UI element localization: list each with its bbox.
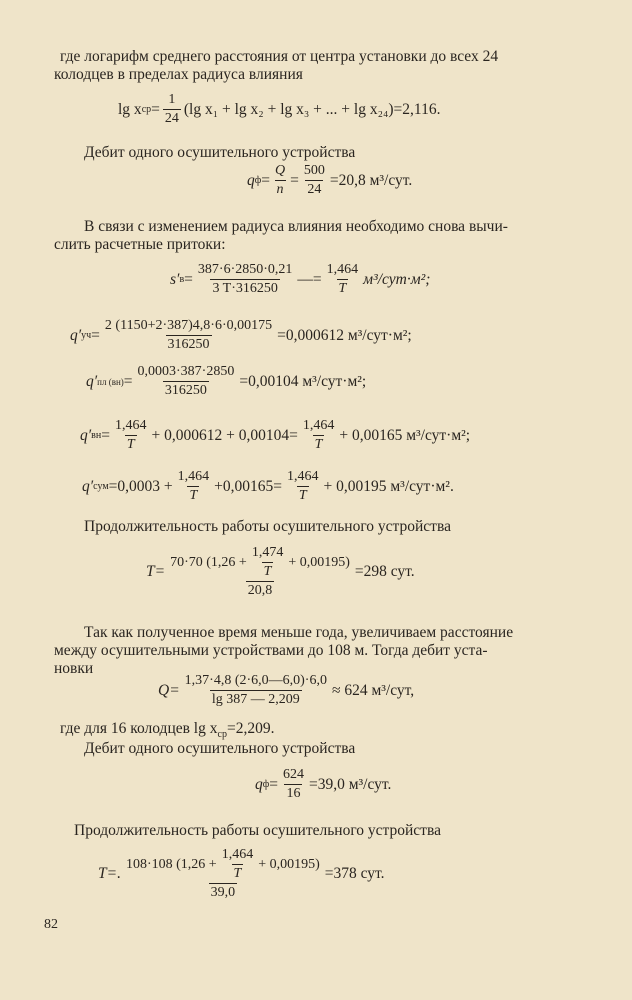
page-number: 82 xyxy=(44,917,58,932)
equation-Q: Q= $\frac{1,37\cdot 4,8 (2\cdot 6,0—6,0)\cdot 6,0}{\lg 387 — 2,209}$ ≈ 624 м³/сут, xyxy=(158,673,415,707)
para3-line2: слить расчетные притоки: xyxy=(54,236,226,253)
equation-duration-1: T= 70·70 (1,26 + $\frac{1,474}{T}$ + 0,00195) 20,8 =298 сут. xyxy=(146,545,415,598)
para6: где для 16 колодцев $\lg x_{ср}=2,209$. xyxy=(60,720,275,741)
para2: Дебит одного осушительного устройства xyxy=(84,144,356,161)
para1-line1: где логарифм среднего расстояния от центра установки до всех 24 xyxy=(60,48,499,65)
equation-q-uch: q′ уч = $\frac{2 (1150+2\cdot 387)4,8\cdot 6\cdot 0,00175}{316250}$ =0,000612 м³/сут·м²; xyxy=(70,318,412,352)
para1-line2: колодцев в пределах радиуса влияния xyxy=(54,66,303,83)
para4: Продолжительность работы осушительного устройства xyxy=(84,518,451,535)
para8: Продолжительность работы осушительного устройства xyxy=(74,822,441,839)
equation-debit: q ф = $\frac{Q}{n}$ = $\frac{500}{24}$ =20,8 м³/сут. xyxy=(247,163,413,197)
equation-q-vn: q′ вн = $\frac{1,464}{T}$ + 0,000612 + 0,00104= $\frac{1,464}{T}$ + 0,00165 м³/сут·м²; xyxy=(80,418,471,452)
para5-line3: новки xyxy=(54,660,94,677)
equation-s-prime: s′ в = $\frac{387\cdot 6\cdot 2850\cdot 0,21}{3 T\cdot 316250}$ —= $\frac{1,464}{T}$ м³/сут·м²; xyxy=(170,262,431,296)
para7: Дебит одного осушительного устройства xyxy=(84,740,356,757)
equation-debit-2: q ф = $\frac{624}{16}$ =39,0 м³/сут. xyxy=(255,767,392,801)
equation-log-mean: lg x ср = $\frac{1}{24}$ (lg x₁ + lg x₂ + lg x₃ + ... + lg x₂₄)=2,116. xyxy=(118,92,441,126)
equation-duration-2: T=. 108·108 (1,26 + $\frac{1,464}{T}$ + 0,00195) 39,0 =378 сут. xyxy=(98,847,385,900)
para3-line1: В связи с изменением радиуса влияния необходимо снова вычи- xyxy=(84,218,508,235)
para5-line2: между осушительными устройствами до 108 м. Тогда дебит уста- xyxy=(54,642,488,659)
equation-q-sum: q′ сум =0,0003 + $\frac{1,464}{T}$ +0,00165= $\frac{1,464}{T}$ + 0,00195 м³/сут·м². xyxy=(82,469,454,503)
equation-q-pl: q′ пл (вн) = $\frac{0,0003\cdot 387\cdot 2850}{316250}$ =0,00104 м³/сут·м²; xyxy=(86,364,367,398)
para5-line1: Так как полученное время меньше года, увеличиваем расстояние xyxy=(84,624,514,641)
